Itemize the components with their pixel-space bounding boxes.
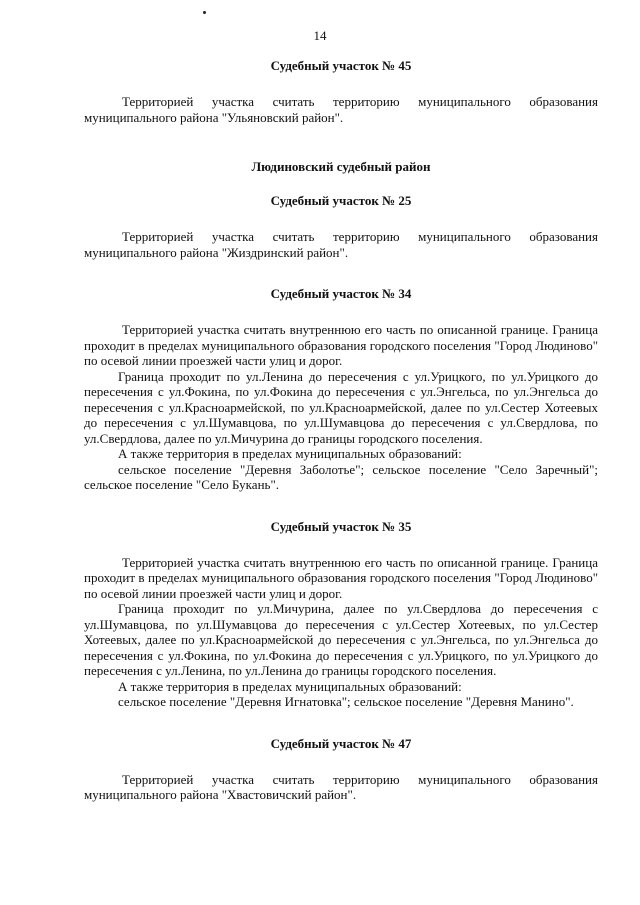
section-25 [84,193,598,260]
section-paragraph: Граница проходит по ул.Ленина до пересечения с ул.Урицкого, по ул.Урицкого до пересечения с ул.Фокина, по ул.Фокина до пересечения с ул.Энгельса, по ул.Энгельса до пересечения с ул.Красноармейской, по ул.Красноармейской, далее по ул.Сестер Хотеевых до пересечения с ул.Шумавцова, по ул.Шумавцова до пересечения с ул.Свердлова, по ул.Свердлова, далее по ул.Мичурина до границы городского поселения. [84,368,598,446]
section-47 [84,736,598,803]
section-title: Судебный участок № 35 [270,518,412,534]
section-35 [84,519,598,710]
section-paragraph: Территорией участка считать внутреннюю его часть по описанной границе. Граница проходит в пределах муниципального образования городского поселения "Город Людиново" по осевой линии проезжей части улиц и дорог. [84,322,598,368]
section-title: Судебный участок № 45 [270,58,412,73]
district-heading-block [84,159,598,175]
section-paragraph: сельское поселение "Деревня Заболотье"; сельское поселение "Село Заречный"; сельское поселение "Село Букань". [84,461,598,492]
section-paragraph: сельское поселение "Деревня Игнатовка"; сельское поселение "Деревня Манино". [118,694,574,709]
district-title: Людиновский судебный район [251,159,431,174]
section-title: Судебный участок № 25 [270,193,412,208]
page-number: 14 [313,28,327,43]
section-34 [84,286,598,493]
section-paragraph: Территорией участка считать территорию муниципального образования муниципального района "Ульяновский район". [84,94,598,125]
section-title: Судебный участок № 34 [270,286,412,301]
section-title: Судебный участок № 47 [270,735,412,751]
section-paragraph: Территорией участка считать внутреннюю его часть по описанной границе. Граница проходит в пределах муниципального образования городского поселения "Город Людиново" по осевой линии проезжей части улиц и дорог. [84,554,598,601]
document-body [84,58,598,803]
section-paragraph: А также территория в пределах муниципальных образований: [118,446,462,461]
scan-speck [203,11,206,14]
section-paragraph: Территорией участка считать территорию муниципального образования муниципального района "Жиздринский район". [84,229,598,260]
section-paragraph: Территорией участка считать территорию муниципального образования муниципального района "Хвастовичский район". [84,771,598,802]
section-45 [84,58,598,125]
section-paragraph: Граница проходит по ул.Мичурина, далее по ул.Свердлова до пересечения с ул.Шумавцова, по ул.Шумавцова до пересечения с ул.Сестер Хотеевых, по ул.Сестер Хотеевых, далее по ул.Красноармейской до пересечения с ул.Энгельса, по ул.Энгельса до пересечения с ул.Фокина, по ул.Фокина до пересечения с ул.Урицкого, по ул.Урицкого до пересечения с ул.Ленина, по ул.Ленина до границы городского поселения. [84,601,598,678]
section-paragraph: А также территория в пределах муниципальных образований: [118,678,462,694]
